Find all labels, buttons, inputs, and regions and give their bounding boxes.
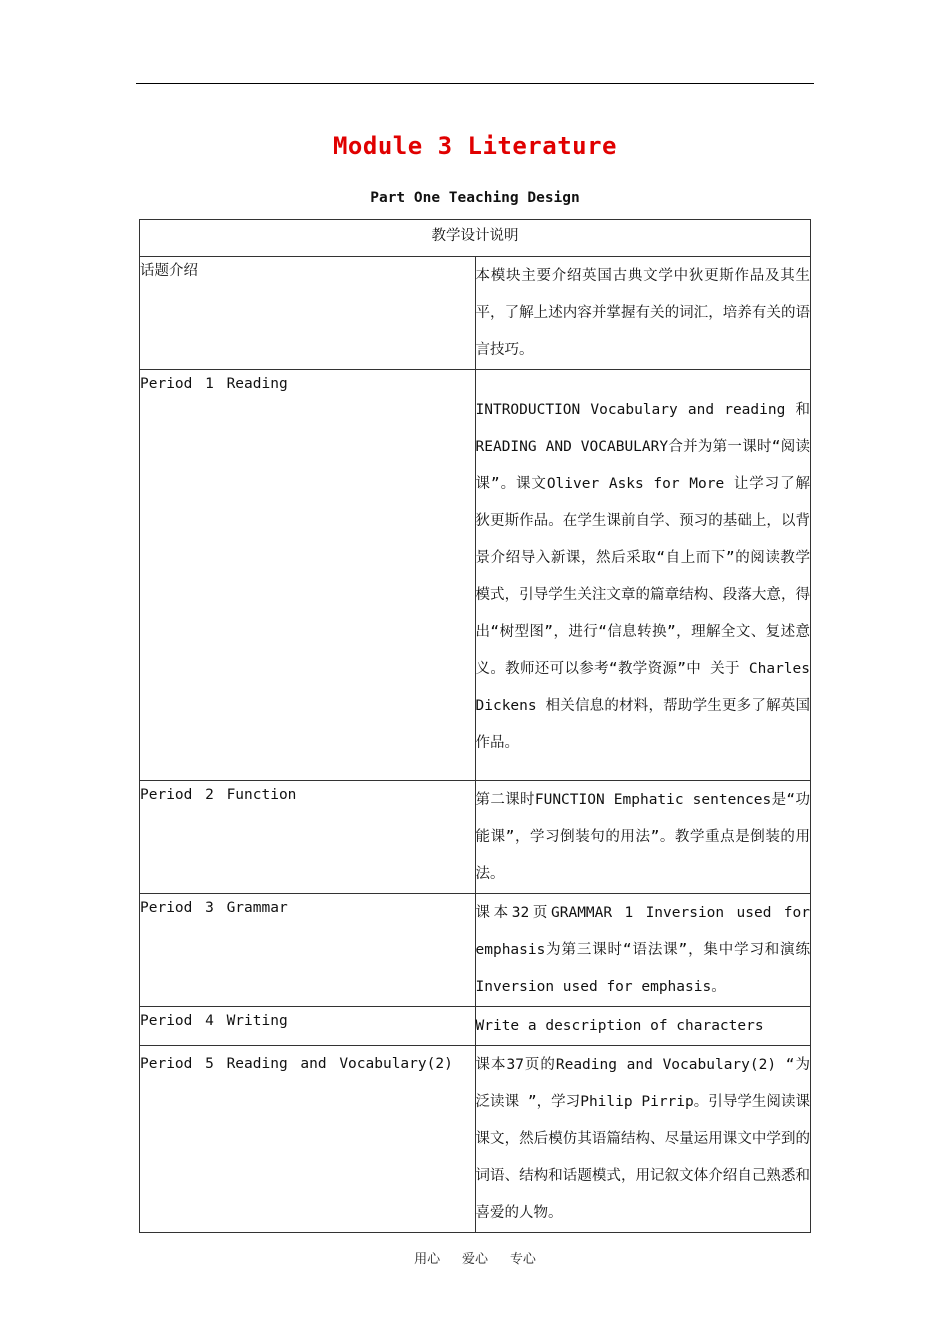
document-title: Module 3 Literature [332, 132, 618, 160]
table-row [140, 894, 811, 1007]
header-rule [136, 83, 814, 84]
table-row [140, 1007, 811, 1046]
row-content: 第二课时FUNCTION Emphatic sentences是“功能课”，学习倒装句的用法”。教学重点是倒装的用法。 [475, 781, 811, 894]
page-footer: 用心 爱心 专心 [414, 1252, 536, 1267]
row-content: Write a description of characters [475, 1007, 811, 1046]
row-label: Period 3 Grammar [140, 894, 476, 1007]
row-label: Period 5 Reading and Vocabulary(2) [140, 1046, 476, 1233]
row-label: Period 1 Reading [140, 370, 476, 781]
row-label: 话题介绍 [140, 257, 476, 370]
document-subtitle: Part One Teaching Design [370, 190, 580, 206]
table-row [140, 370, 811, 781]
table-row [140, 257, 811, 370]
table-header-row [140, 220, 811, 257]
table-row [140, 781, 811, 894]
row-label: Period 4 Writing [140, 1007, 476, 1046]
row-content: 课本32页GRAMMAR 1 Inversion used for emphasis为第三课时“语法课”，集中学习和演练Inversion used for emphasis。 [475, 894, 811, 1007]
row-content: INTRODUCTION Vocabulary and reading 和 READING AND VOCABULARY合并为第一课时“阅读课”。课文Oliver Asks for More 让学习了解狄更斯作品。在学生课前自学、预习的基础上，以背景介绍导入新课，然后采取“自上而下”的阅读教学模式，引导学生关注文章的篇章结构、段落大意，得出“树型图”，进行“信息转换”，理解全文、复述意义。教师还可以参考“教学资源”中 关于 Charles Dickens 相关信息的材料，帮助学生更多了解英国作品。 [475, 370, 811, 781]
row-content: 课本37页的Reading and Vocabulary(2) “为泛读课 ”，学习Philip Pirrip。引导学生阅读课课文，然后模仿其语篇结构、尽量运用课文中学到的词语、结构和话题模式，用记叙文体介绍自己熟悉和喜爱的人物。 [475, 1046, 811, 1233]
row-content: 本模块主要介绍英国古典文学中狄更斯作品及其生平，了解上述内容并掌握有关的词汇，培养有关的语言技巧。 [475, 257, 811, 370]
table-row [140, 1046, 811, 1233]
row-label: Period 2 Function [140, 781, 476, 894]
table-header: 教学设计说明 [140, 220, 811, 257]
teaching-design-table [139, 219, 811, 1233]
